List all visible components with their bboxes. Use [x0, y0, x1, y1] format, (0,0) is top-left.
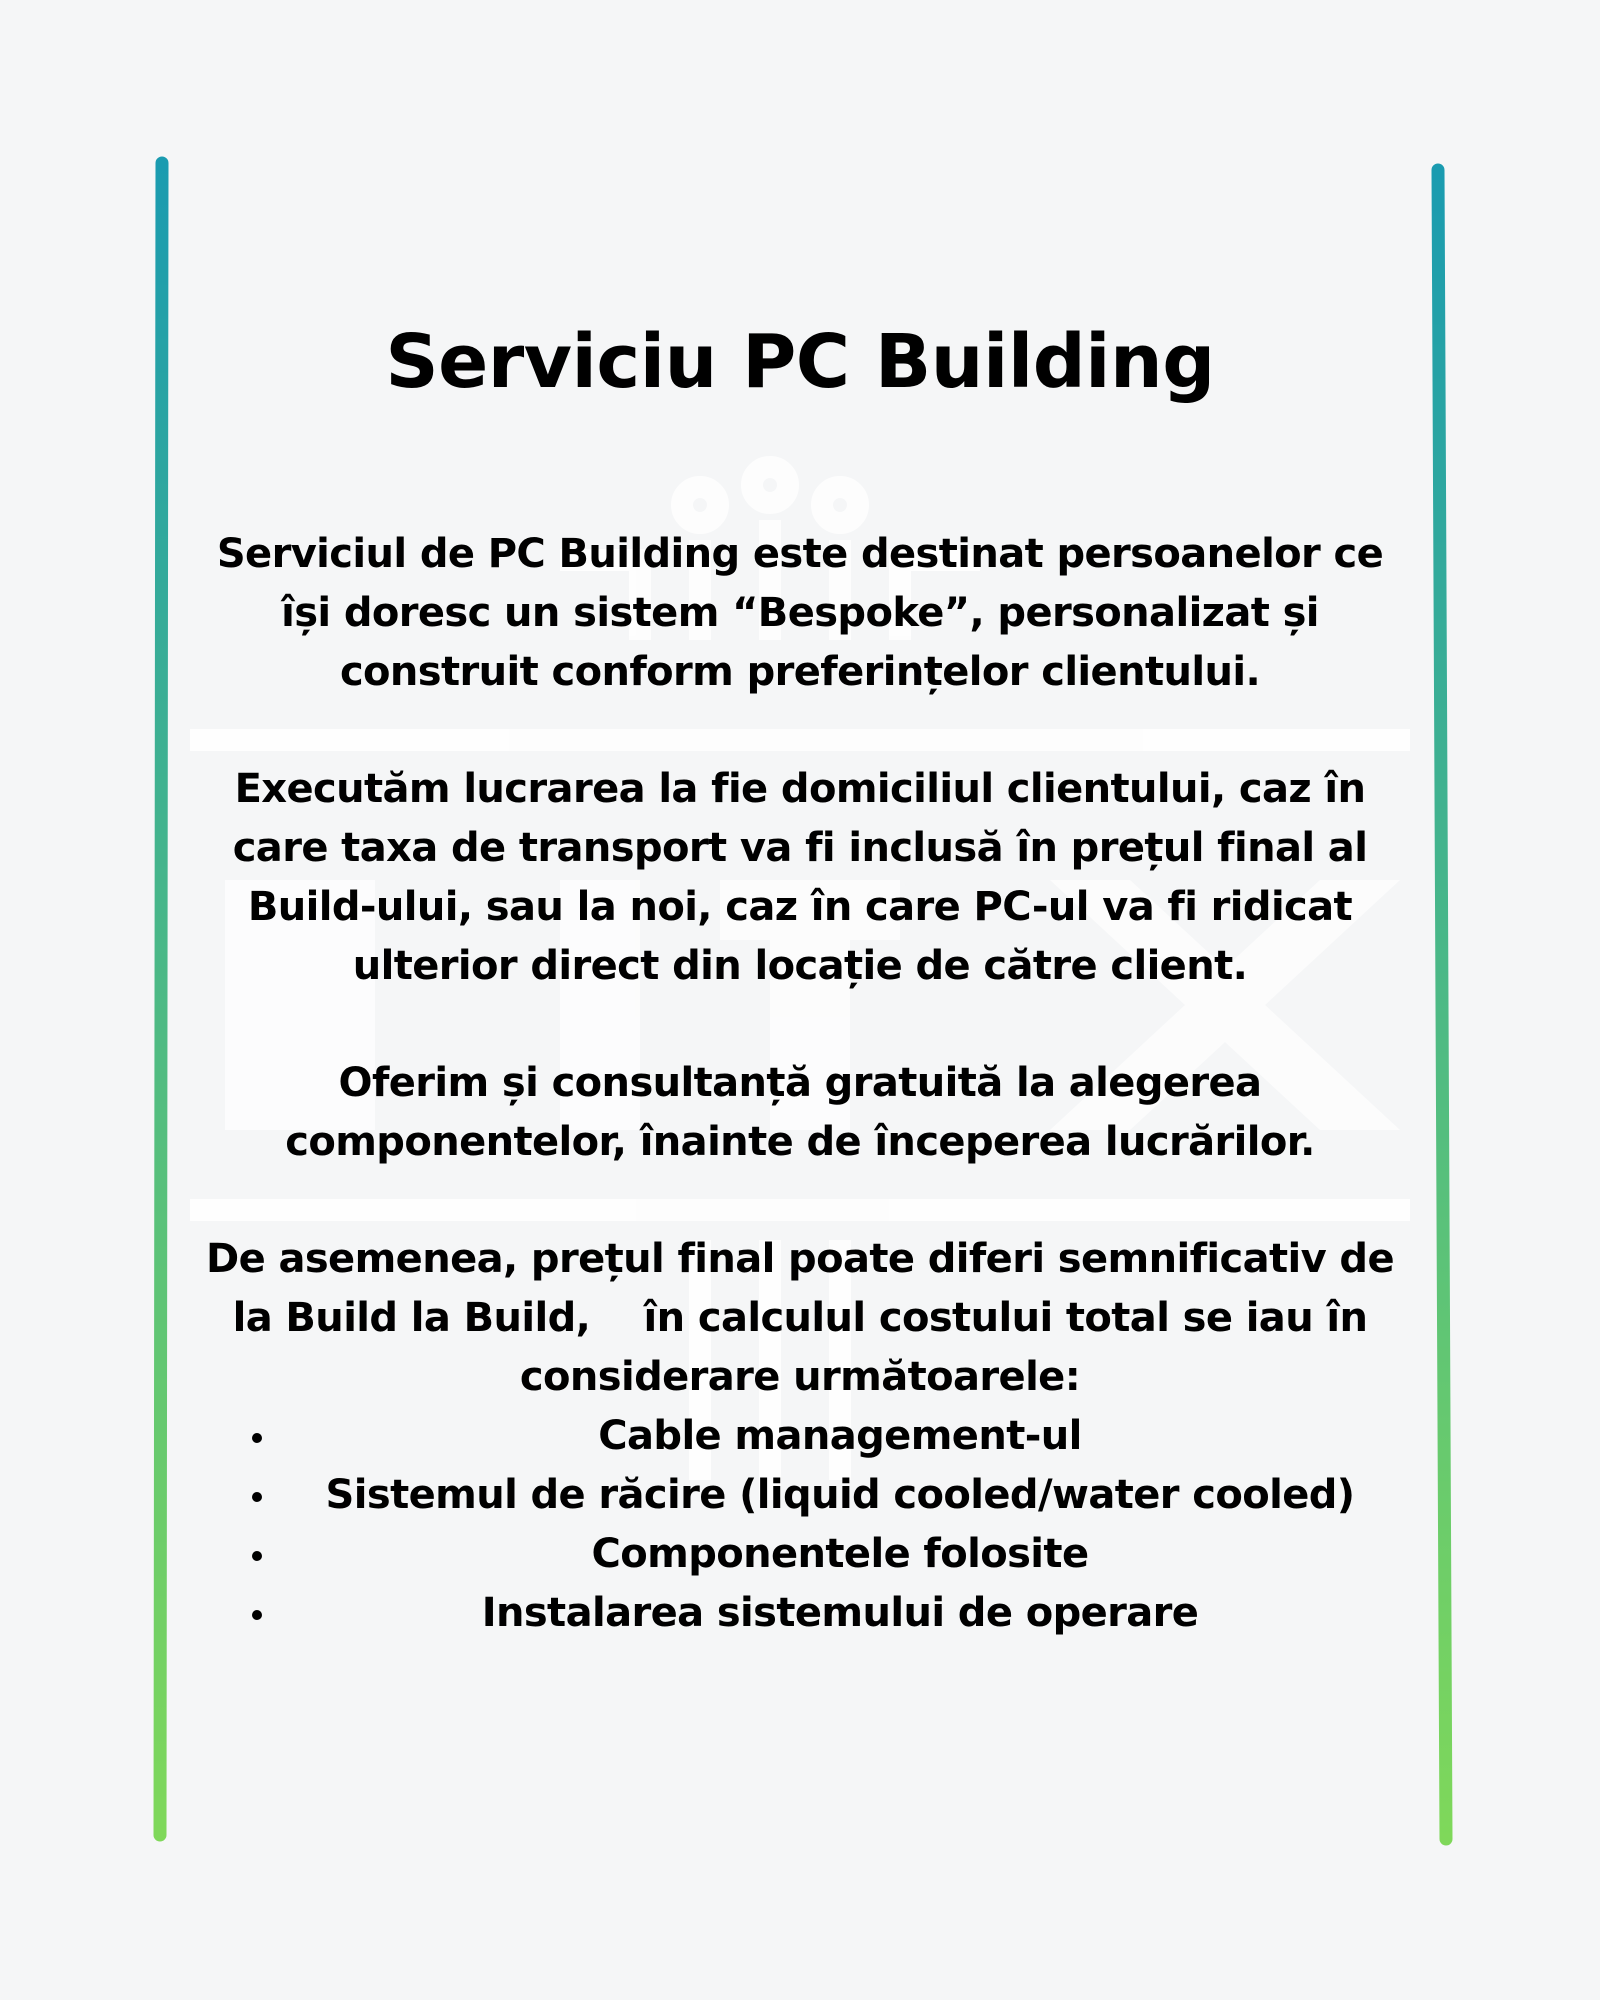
bullet-dot-icon	[252, 1492, 262, 1502]
list-item	[190, 1584, 1410, 1643]
pricing-paragraph: De asemenea, prețul final poate diferi semnificativ de la Build la Build, în calculul costului total se iau în considerare următoarele:	[206, 1236, 1408, 1401]
list-item	[190, 1466, 1410, 1525]
list-item	[190, 1525, 1410, 1584]
list-item-label: Componentele folosite	[591, 1531, 1089, 1578]
bullet-dot-icon	[252, 1551, 262, 1561]
list-item-label: Sistemul de răcire (liquid cooled/water cooled)	[325, 1472, 1355, 1519]
location-paragraph: Executăm lucrarea la fie domiciliul clientului, caz în care taxa de transport va fi inclusă în prețul final al Build-ului, sau la noi, caz în care PC-ul va fi ridicat ulterior direct din locație de către client.	[232, 766, 1368, 990]
list-item-label: Cable management-ul	[598, 1413, 1082, 1460]
page-title: Serviciu PC Building	[385, 319, 1215, 405]
bullet-dot-icon	[252, 1433, 262, 1443]
intro-paragraph: Serviciul de PC Building este destinat persoanelor ce își doresc un sistem “Bespoke”, personalizat și construit conform preferințelor clientului.	[216, 531, 1384, 696]
list-item-label: Instalarea sistemului de operare	[481, 1590, 1199, 1637]
list-item	[190, 1407, 1410, 1466]
bullet-dot-icon	[252, 1610, 262, 1620]
considerations-list	[190, 1407, 1410, 1643]
consulting-paragraph: Oferim și consultanță gratuită la alegerea componentelor, înainte de începerea lucrărilor.	[285, 1060, 1315, 1166]
frame-left-edge	[160, 163, 162, 1835]
frame-right-edge	[1438, 170, 1446, 1839]
content-block	[190, 320, 1410, 1643]
